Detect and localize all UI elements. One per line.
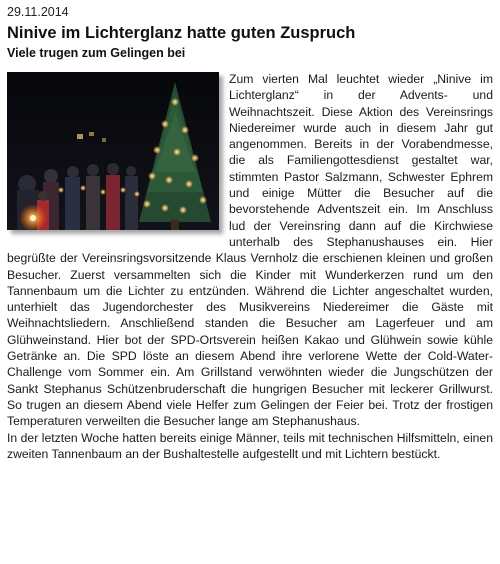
christmas-tree-night-photo xyxy=(7,72,219,230)
article-paragraph-1: Zum vierten Mal leuchtet wieder „Ninive im Lichterglanz“ in der Advents- und Weihnachtszeit. Diese Aktion des Vereinsrings Niedereimer wurde auch in diesem Jahr gut angenommen. Bereits in der Vorabendmesse, die als Familiengottesdienst gestaltet war, stimmten Pastor Salzmann, Schwester Ephrem und einige Mütter die Besucher auf die bevorstehende Adventszeit ein. Im Anschluss lud der Vereinsring dann auf die Kirchwiese unterhalb des Stephanushauses ein. Hier begrüßte der Vereinsringsvorsitzende Klaus Vernholz die erschienen kleinen und großen Besucher. Zuerst versammelten sich die Kinder mit Wunderkerzen rund um den Tannenbaum um die Lichter zu entzünden. Während die Lichter angeschaltet wurden, unterhielt das Jugendorchester des Musikvereins Niedereimer die Gäste mit Weihnachtsliedern. Anschließend standen die Besucher am Lagerfeuer und am Glühweinstand. Hier bot der SPD-Ortsverein heißen Kakao und Glühwein sowie kühle Getränke an. Die SPD löste an diesem Abend ihre verlorene Wette der Cold-Water-Challenge vom Sommer ein. Am Grillstand verwöhnten wieder die Jungschützen der Sankt Stephanus Schützenbruderschaft die hungrigen Besucher mit leckerer Grillwurst. So trugen an diesem Abend viele Helfer zum Gelingen der Feier bei. Trotz der frostigen Temperaturen verweilten die Besucher lange am Stephanushaus. xyxy=(7,72,493,429)
article-photo xyxy=(7,72,219,230)
article-title: Ninive im Lichterglanz hatte guten Zuspruch xyxy=(7,24,356,42)
article-paragraph-2: In der letzten Woche hatten bereits einige Männer, teils mit technischen Hilfsmitteln, einen zweiten Tannenbaum an der Bushaltestelle aufgestellt und mit Lichtern bestückt. xyxy=(7,430,493,461)
article-subtitle: Viele trugen zum Gelingen bei xyxy=(7,46,186,60)
article-date: 29.11.2014 xyxy=(7,5,69,19)
article-body xyxy=(7,71,493,462)
